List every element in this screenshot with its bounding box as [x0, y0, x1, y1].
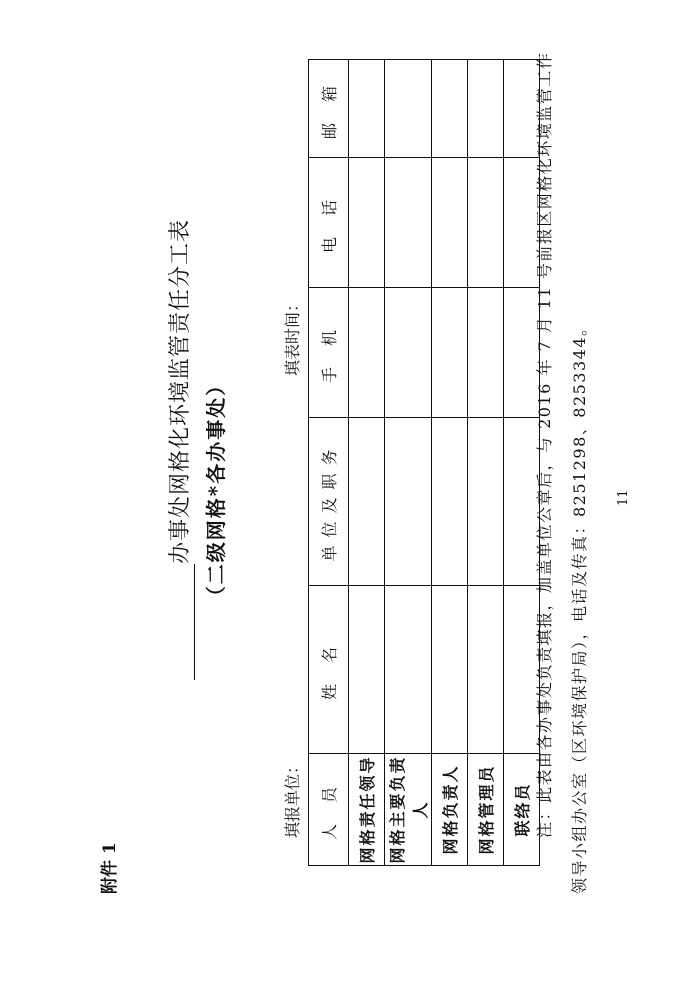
position-cell[interactable] — [349, 418, 385, 586]
email-cell[interactable] — [385, 60, 432, 158]
position-cell[interactable] — [385, 418, 432, 586]
email-cell[interactable] — [468, 60, 504, 158]
table-note-line-1: 注：此表由各办事处负责填报，加盖单位公章后，与 2016 年 7 月 11 号前报区网格化环境监管工作 — [535, 51, 554, 838]
table-header-row — [309, 60, 349, 866]
role-cell: 联络员 — [504, 754, 540, 866]
role-cell: 网格责任领导 — [349, 754, 385, 866]
table-note-line-2: 领导小组办公室（区环境保护局），电话及传真：8251298、8253344。 — [570, 318, 589, 894]
mobile-cell[interactable] — [468, 288, 504, 418]
title-blank-underline — [172, 564, 195, 680]
email-cell[interactable] — [349, 60, 385, 158]
name-cell[interactable] — [349, 586, 385, 754]
name-cell[interactable] — [385, 586, 432, 754]
role-cell: 网格管理员 — [468, 754, 504, 866]
column-header: 单位及职务 — [309, 418, 349, 586]
name-cell[interactable] — [432, 586, 468, 754]
email-cell[interactable] — [432, 60, 468, 158]
fill-unit-label: 填报单位： — [283, 757, 302, 838]
document-subtitle: （二级网格*各办事处） — [204, 373, 228, 607]
mobile-cell[interactable] — [385, 288, 432, 418]
fill-time-label: 填表时间： — [283, 295, 302, 376]
phone-cell[interactable] — [349, 158, 385, 288]
column-header: 电 话 — [309, 158, 349, 288]
attachment-label: 附件 1 — [100, 842, 120, 894]
column-header: 姓 名 — [309, 586, 349, 754]
role-cell: 网格负责人 — [432, 754, 468, 866]
column-header: 人 员 — [309, 754, 349, 866]
document-title: 办事处网格化环境监管责任分工表 — [168, 218, 193, 564]
responsibility-table — [308, 59, 540, 866]
table-row — [385, 60, 432, 866]
column-header: 手 机 — [309, 288, 349, 418]
mobile-cell[interactable] — [349, 288, 385, 418]
phone-cell[interactable] — [468, 158, 504, 288]
table-row — [468, 60, 504, 866]
position-cell[interactable] — [432, 418, 468, 586]
table-row — [432, 60, 468, 866]
mobile-cell[interactable] — [432, 288, 468, 418]
page-number: 11 — [616, 489, 631, 506]
phone-cell[interactable] — [432, 158, 468, 288]
column-header: 邮 箱 — [309, 60, 349, 158]
name-cell[interactable] — [468, 586, 504, 754]
position-cell[interactable] — [468, 418, 504, 586]
table-row — [349, 60, 385, 866]
role-cell: 网格主要负责人 — [385, 754, 432, 866]
phone-cell[interactable] — [385, 158, 432, 288]
